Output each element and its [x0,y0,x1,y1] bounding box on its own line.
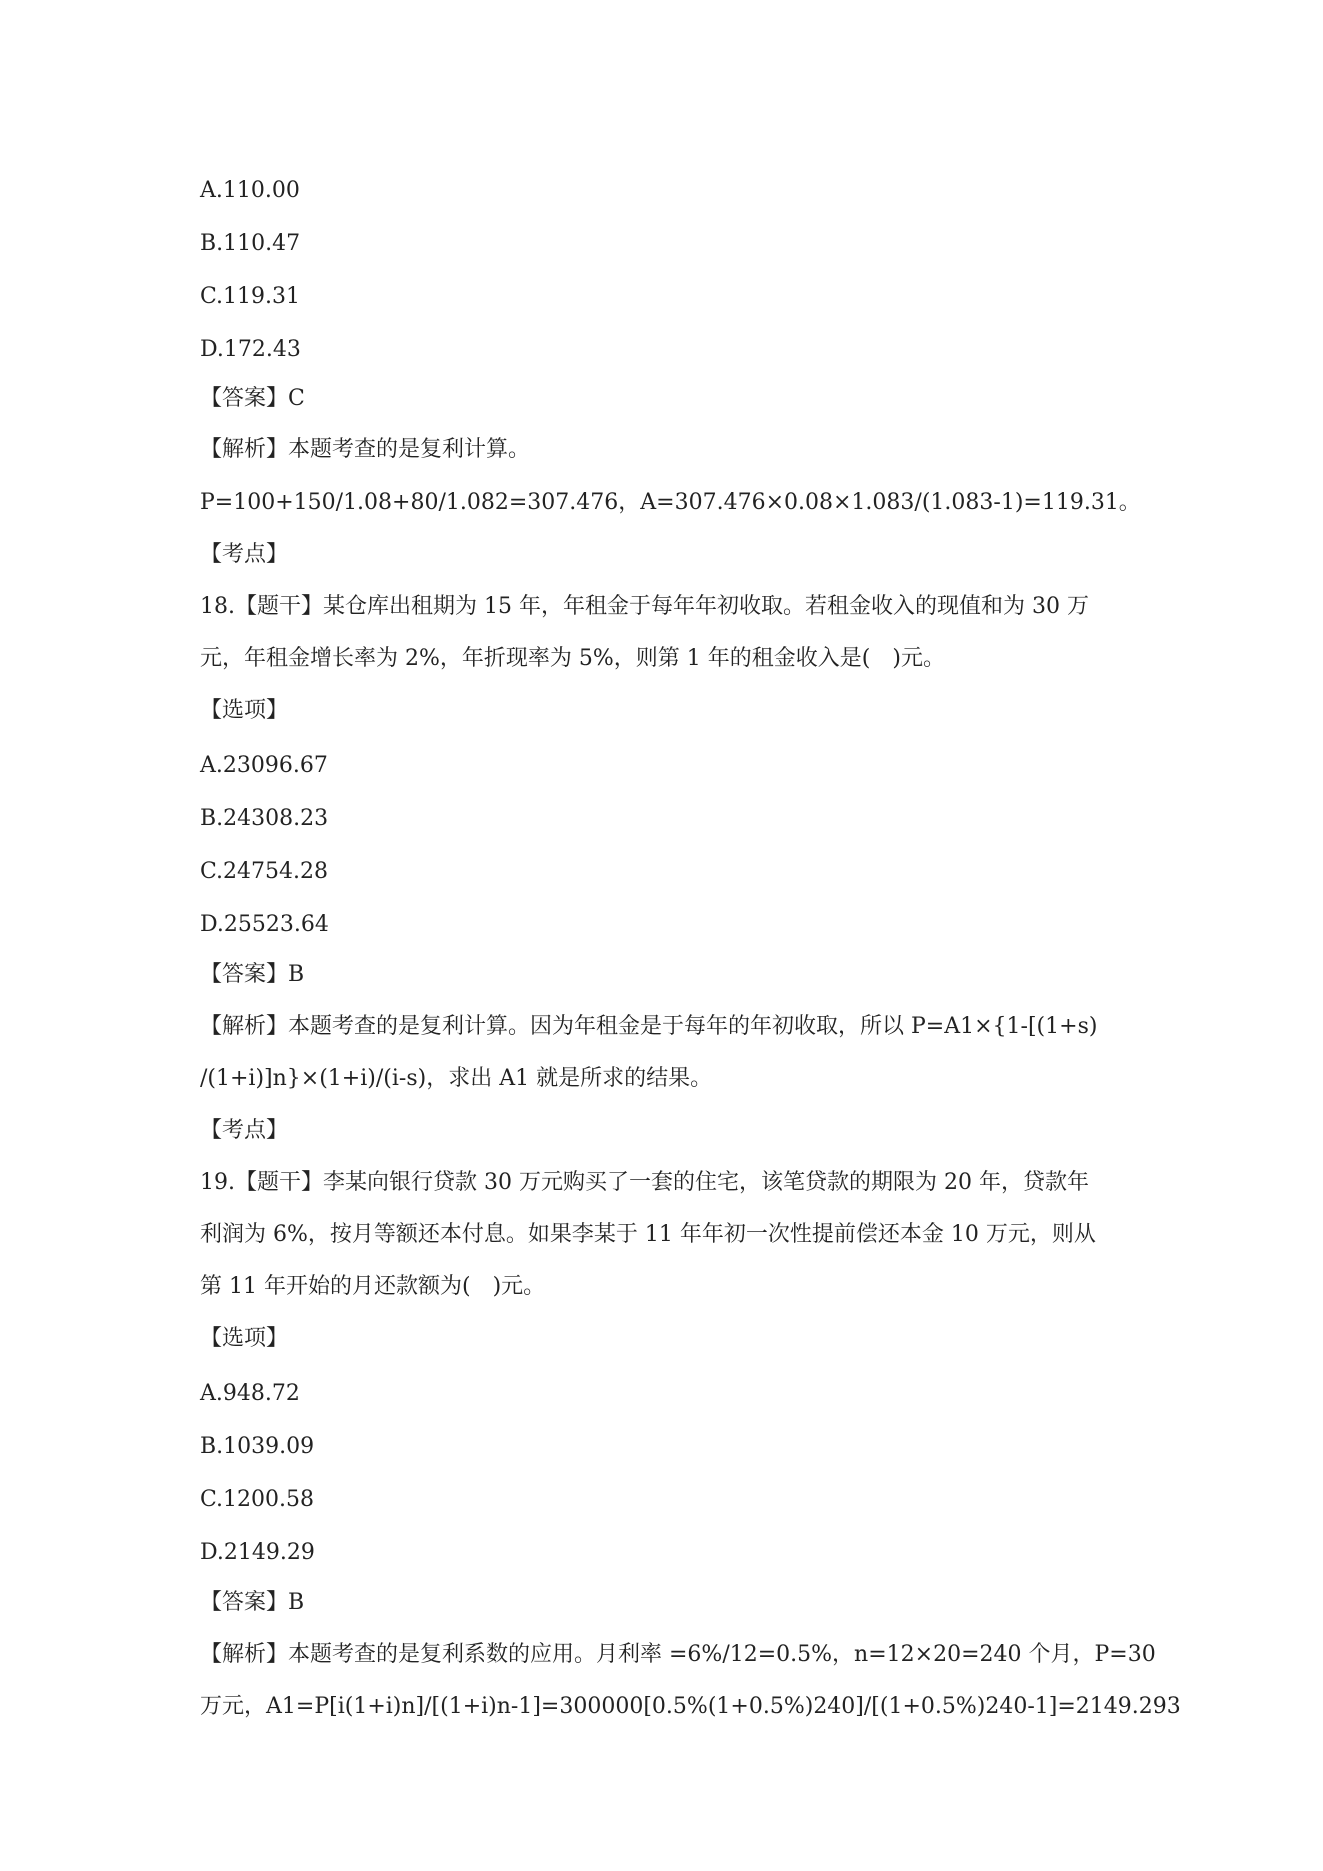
q17-option-c: C.119.31 [200,284,301,309]
q17-option-b: B.110.47 [200,231,301,256]
q18-options-header: 【选项】 [200,698,289,723]
q17-option-d: D.172.43 [200,337,301,362]
q19-option-a: A.948.72 [200,1381,300,1406]
q18-stem-line2: 元，年租金增长率为 2%，年折现率为 5%，则第 1 年的租金收入是( )元。 [200,646,945,671]
q19-option-c: C.1200.58 [200,1487,315,1512]
q17-answer: 【答案】C [200,386,305,411]
q18-option-c: C.24754.28 [200,859,329,884]
q18-option-d: D.25523.64 [200,912,329,937]
q17-kaodian: 【考点】 [200,542,289,567]
q19-stem-line3: 第 11 年开始的月还款额为( )元。 [200,1274,546,1299]
q19-options-header: 【选项】 [200,1326,289,1351]
q18-kaodian: 【考点】 [200,1118,289,1143]
q19-option-d: D.2149.29 [200,1540,315,1565]
q19-analysis-line1: 【解析】本题考查的是复利系数的应用。月利率 =6%/12=0.5%，n=12×20=240 个月，P=30 [200,1642,1156,1667]
q19-analysis-line2: 万元，A1=P[i(1+i)n]/[(1+i)n-1]=300000[0.5%(1+0.5%)240]/[(1+0.5%)240-1]=2149.293 [200,1694,1181,1719]
q18-option-b: B.24308.23 [200,806,329,831]
q18-answer: 【答案】B [200,962,305,987]
q19-answer: 【答案】B [200,1590,305,1615]
q18-analysis-line1: 【解析】本题考查的是复利计算。因为年租金是于每年的年初收取，所以 P=A1×{1-[(1+s) [200,1014,1098,1039]
q18-stem-line1: 18.【题干】某仓库出租期为 15 年，年租金于每年年初收取。若租金收入的现值和为 30 万 [200,594,1089,619]
q17-option-a: A.110.00 [200,178,300,203]
q17-analysis: 【解析】本题考查的是复利计算。 [200,437,531,462]
q17-formula: P=100+150/1.08+80/1.082=307.476，A=307.476×0.08×1.083/(1.083-1)=119.31。 [200,490,1141,515]
q18-option-a: A.23096.67 [200,753,328,778]
q18-analysis-line2: /(1+i)]n}×(1+i)/(i-s)，求出 A1 就是所求的结果。 [200,1066,713,1091]
q19-option-b: B.1039.09 [200,1434,315,1459]
q19-stem-line2: 利润为 6%，按月等额还本付息。如果李某于 11 年年初一次性提前偿还本金 10 万元，则从 [200,1222,1096,1247]
q19-stem-line1: 19.【题干】李某向银行贷款 30 万元购买了一套的住宅，该笔贷款的期限为 20 年，贷款年 [200,1170,1089,1195]
